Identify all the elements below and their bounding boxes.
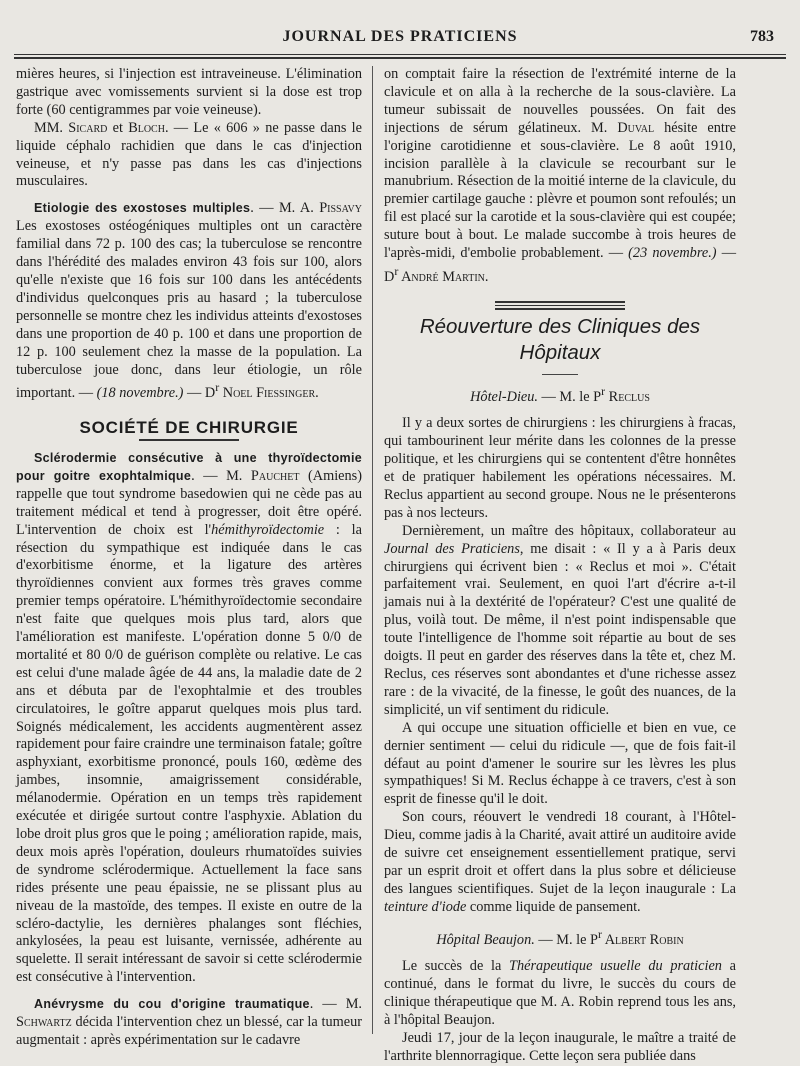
paragraph-exostoses: Etiologie des exostoses multiples. — M. A. Pissavy Les exostoses ostéogéniques multiples ont un caractère familial dans 72 p. 100 des cas; la tuberculose se rencontre dans l'hérédité des malades environ 43 fois sur 100, alors qu'elle n'existe que 16 fois sur 100 dans les antécédents d'individus quelconques pris au hasard ; la tuberculose personnelle se montre chez les individus atteints d'exostoses dans une proportion de 40 p. 100 et dans une proportion de 12 p. 100 seulement chez la masse de la population. La tuberculose joue donc, dans leur étiologie, un rôle important. — (18 novembre.) — $D^r$ Noel Fiessinger.	[16, 200, 362, 402]
heading-rules	[495, 301, 625, 310]
heading-anevrysme: Anévrysme du cou d'origine traumatique	[34, 997, 310, 1012]
subheading-beaujon: Hôpital Beaujon. — M. le $P^r$ Albert Robin	[436, 926, 684, 948]
paragraph-therapeutique: Le succès de la Thérapeutique usuelle du praticien a continué, dans le format du livre, le succès du cours de clinique thérapeutique que M. A. Robin reprend tous les ans, à l'hôpital Beaujon.	[384, 958, 736, 1029]
author-duval: Duval	[617, 119, 655, 136]
heading-sclerodermie: Sclérodermie consécutive à une thyroïdectomie pour goitre exophtalmique	[16, 450, 362, 483]
paragraph-dernierement: Dernièrement, un maître des hôpitaux, collaborateur au Journal des Praticiens, me disait : « Il y a à Paris deux chirurgiens qui écrivent bien : « Reclus et moi ». C'était parfaitement vrai. Seulement, en quoi l'art d'écrire a-t-il jamais nui à la dextérité de l'opérateur? C'est une qualité de plus, voilà tout. De même, il n'est point indispensable que toute l'intelligence de l'homme soit répartie au bout de ses doigts. Il peut en garder des réserves dans la tête et, chez M. Reclus, ces réserves sont abondantes et d'une richesse assez rare : de la vivacité, de la finesse, le goût des nuances, de la simplicité, un vif sentiment du ridicule.	[384, 522, 736, 718]
header-rule	[14, 54, 786, 55]
journal-title: JOURNAL DES PRATICIENS	[282, 28, 518, 45]
paragraph-anevrysme: Anévrysme du cou d'origine traumatique. — M. Schwartz décida l'intervention chez un blessé, car la tumeur augmentait : après expérimentation sur le cadavre	[16, 996, 362, 1048]
author-sicard: Sicard	[68, 119, 108, 136]
page-number: 783	[750, 28, 774, 45]
author-schwartz: Schwartz	[16, 1014, 72, 1031]
section-title-societe: SOCIÉTÉ DE CHIRURGIE	[79, 418, 299, 438]
page-header	[20, 28, 780, 56]
date-18-novembre: (18 novembre.)	[96, 385, 184, 402]
left-column	[16, 66, 362, 1050]
author-pauchet: Pauchet	[250, 467, 300, 484]
paragraph-anevrysme-cont: on comptait faire la résection de l'extrémité interne de la clavicule et on alla à la recherche de la sous-clavière. La tumeur subissait de nouvelles poussées. On fait des injections de sérum gélatineux. M. Duval hésite entre l'origine carotidienne et sous-clavière. Le 8 août 1910, incision parallèle à la clavicule se recourbant sur le manubrium. Résection de la moitié interne de la clavicule, du premier cartilage gauche : plèvre et poumon sont refoulés; un fil est placé sur la carotide et la sous-clavière qui est coupée; suture bout à bout. Le malade succombe à trois heures de l'après-midi, d'embolie probablement. — (23 novembre.) — $D^r$ André Martin.	[384, 66, 737, 285]
paragraph-sclerodermie: Sclérodermie consécutive à une thyroïdectomie pour goitre exophtalmique. — M. Pauchet (Amiens) rappelle que tout syndrome basedowien qui ne cède pas au traitement médical et tend à progresser, doit être opéré. L'intervention de choix est l'hémithyroïdectomie : la résection du sympathique est indiquée dans le cas d'exorbitisme énorme, et la ligature des artères thyroïdiennes convient aux formes très graves comme premier temps opératoire. L'hémithyroïdectomie secondaire n'est faite que quelques mois plus tard, alors que l'amélioration est manifeste. L'opération donne 5 0/0 de mortalité et 80 0/0 de guérison complète ou relative. Le cas est celui d'une malade âgée de 44 ans, la maladie date de 2 ans et débuta par de l'exophtalmie et des troubles circulatoires, le goître apparut quelques mois plus tard. Soignés médicalement, les accidents augmentèrent assez rapidement pour faire craindre une terminaison fatale; goître asphyxiant, exorbitisme prononcé, pouls 160, œdème des jambes, insomnie, amaigrissement considérable, mélanodermie. Opération en un temps très rapidement exécutée et dirigée surtout contre l'asphyxie. Ablation du lobe droit plus gros que le poing ; amélioration rapide, mais, deux mois après l'opération, douleurs rhumatoïdes suivies de syndrome sclérodermique. Actuellement la face sans rides présente une peau épaissie, ne se plissant plus au niveau de la mastoïde, des tempes. Il existe en outre de la scléro-dactylie, les dernières phalanges sont fléchies, ankylosées, la peau est luisante, vernissée, adhérente au squelette. Il serait intéressant de savoir si cette sclérodermie est consécutive à l'intervention.	[16, 450, 362, 986]
heading-short-rule	[542, 374, 578, 375]
paragraph-jeudi: Jeudi 17, jour de la leçon inaugurale, le maître a traité de l'arthrite blennorragique. Cette leçon sera publiée dans	[384, 1029, 736, 1064]
paragraph-cours: Son cours, réouvert le vendredi 18 courant, à l'Hôtel-Dieu, comme jadis à la Charité, avait attiré un auditoire avide de suivre cet enseignement essentiellement pratique, servi par un esprit droit et offert dans la plus sobre et délicieuse des langues scientifiques. Sujet de la leçon inaugurale : La teinture d'iode comme liquide de pansement.	[384, 809, 736, 915]
heading-reouverture: Réouverture des Cliniques des Hôpitaux	[419, 314, 701, 364]
paragraph-606: MM. Sicard et Bloch. — Le « 606 » ne passe dans le liquide céphalo rachidien que dans le cas d'injection veineuse, et n'y passe pas dans les cas d'injections musculaires.	[16, 119, 362, 190]
header-rule-double	[14, 57, 786, 59]
subheading-hotel-dieu: Hôtel-Dieu. — M. le $P^r$ Reclus	[470, 383, 650, 405]
author-bloch: Bloch	[128, 119, 165, 136]
date-23-novembre: (23 novembre.)	[628, 245, 717, 262]
paragraph-injection: mières heures, si l'injection est intraveineuse. L'élimination gastrique avec vomissements survient si la dose est trop forte (60 centigrammes par voie veineuse).	[16, 66, 362, 118]
paragraph-chirurgiens: Il y a deux sortes de chirurgiens : les chirurgiens à fracas, qui tambourinent leur mérite dans les colonnes de la presse politique, et les chirurgiens qui se contentent d'être honnêtes et de pratiquer habilement les opérations nécessaires. M. Reclus appartient au second groupe. Nous ne le présenterons pas à nos lecteurs.	[384, 415, 736, 521]
author-fiessinger: Noel Fiessinger.	[219, 385, 319, 402]
author-pissavy: Pissavy	[319, 200, 362, 217]
heading-exostoses: Etiologie des exostoses multiples	[34, 201, 251, 216]
paragraph-situation: A qui occupe une situation officielle et bien en vue, ce dernier sentiment — celui du ridicule —, que de fois fait-il défaut au point d'amener le sourire sur les lèvres les plus sympathiques! Si M. Reclus échappe à ce travers, c'est à son esprit de finesse qu'il le doit.	[384, 719, 736, 808]
author-martin: André Martin.	[398, 268, 489, 285]
right-column	[384, 66, 736, 1066]
column-divider	[372, 66, 373, 1034]
